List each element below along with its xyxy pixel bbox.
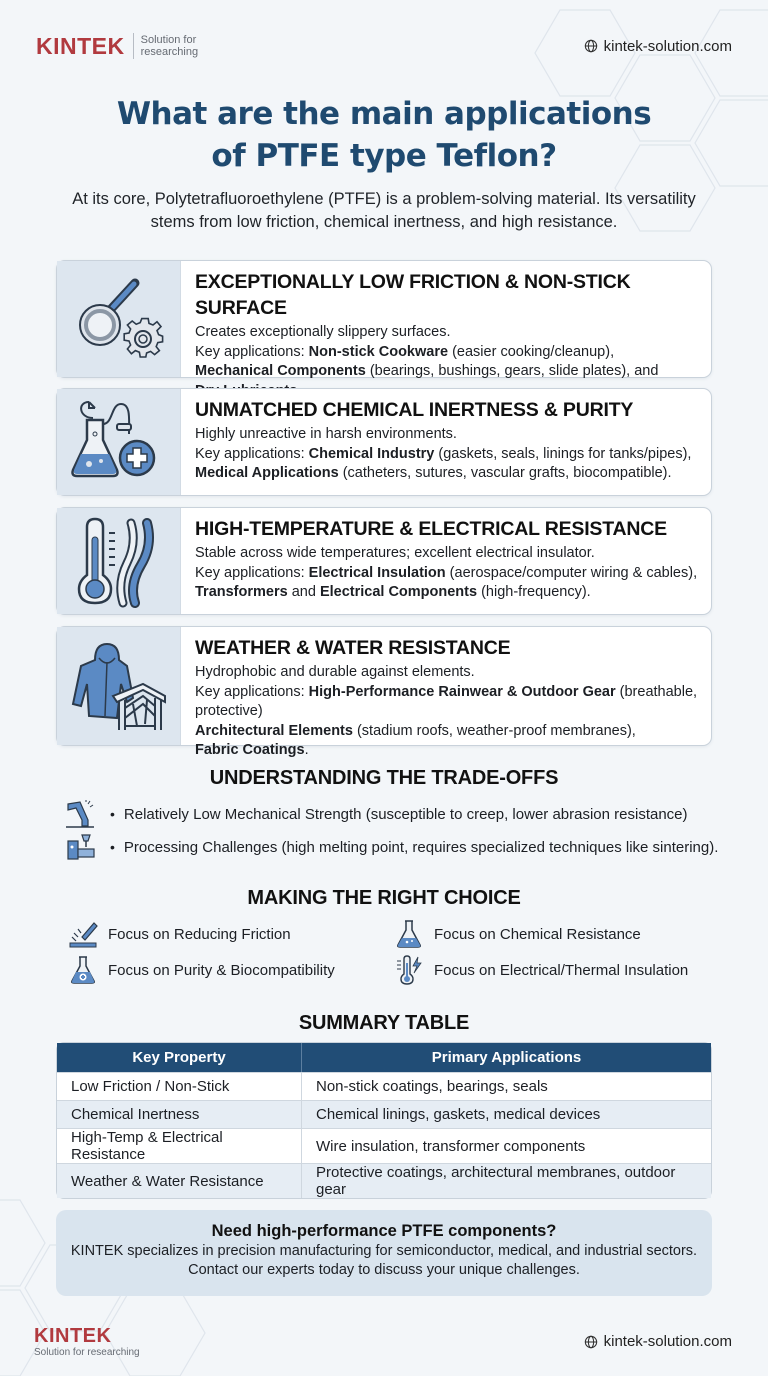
card-title: UNMATCHED CHEMICAL INERTNESS & PURITY [195,399,634,421]
apps-prefix: Key applications: [195,445,309,462]
app-highlight: Electrical Components [319,584,478,600]
card-title: EXCEPTIONALLY LOW FRICTION & NON-STICK SURFACE [195,271,631,319]
choice-item [394,955,688,985]
card-weather-water [56,626,712,758]
app-highlight: Transformers [195,584,288,600]
sliding-surface-icon [68,919,98,949]
card-icon-panel [57,627,181,745]
app-highlight: High-Performance Rainwear & Outdoor Gear [308,683,616,700]
card-summary: Creates exceptionally slippery surfaces. [195,324,451,340]
title-line1: What are the main applications [116,96,652,132]
footer-brand-name: KINTEK [34,1325,112,1347]
globe-icon [584,1335,598,1349]
app-detail: (easier cooking/cleanup), [448,343,615,360]
card-chemical-inertness [56,388,712,496]
choice-text: Focus on Chemical Resistance [434,925,641,943]
app-detail: (breathable, protective) [195,683,698,719]
app-detail: (gaskets, seals, linings for tanks/pipes), [434,445,692,462]
table-cell: Wire insulation, transformer components [302,1128,711,1163]
tradeoffs-heading: UNDERSTANDING THE TRADE-OFFS [209,767,559,789]
bullet: • [110,839,115,855]
card-title: HIGH-TEMPERATURE & ELECTRICAL RESISTANCE [195,518,667,540]
card-summary: Highly unreactive in harsh environments. [195,426,457,442]
cta-line2: Contact our experts today to discuss your unique challenges. [188,1262,580,1278]
card-low-friction [56,260,712,378]
card-body [181,508,705,614]
flask-medical-icon [67,394,171,490]
app-detail: (bearings, bushings, gears, slide plates), and [365,363,659,379]
card-description [195,663,703,761]
apps-prefix: Key applications: [195,683,309,700]
cta-title: Need high-performance PTFE components? [211,1222,557,1240]
card-title: WEATHER & WATER RESISTANCE [195,637,511,659]
brand-tagline-line2: researching [140,46,199,58]
page-title [0,93,768,177]
thermometer-cable-icon [67,513,171,609]
app-detail: (high-frequency). [477,584,591,600]
choice-text: Focus on Purity & Biocompatibility [108,961,335,979]
bullet: • [110,806,115,822]
tradeoff-text: Relatively Low Mechanical Strength (susceptible to creep, lower abrasion resistance) [123,805,688,823]
table-cell: Non-stick coatings, bearings, seals [302,1072,711,1100]
bent-beam-icon [66,800,96,828]
website-link[interactable] [584,38,732,55]
medical-flask-icon [68,955,98,985]
table-row [57,1163,711,1198]
summary-table-heading: SUMMARY TABLE [298,1012,470,1034]
chemical-flask-icon [394,919,424,949]
footer-brand-tagline: Solution for researching [34,1347,140,1358]
card-description [195,544,697,603]
table-header-row [57,1043,711,1072]
header [36,30,732,62]
table-cell: Protective coatings, architectural membranes, outdoor gear [302,1163,711,1198]
footer-brand-logo[interactable] [34,1325,140,1359]
table-row [57,1128,711,1163]
card-icon-panel [57,508,181,614]
tradeoff-text: Processing Challenges (high melting point, requires specialized techniques like sintering). [123,838,719,856]
brand-name: KINTEK [36,32,125,59]
table-cell: Chemical Inertness [57,1100,302,1128]
app-highlight: Electrical Insulation [308,564,446,581]
app-detail: (catheters, sutures, vascular grafts, biocompatible). [338,465,672,481]
card-icon-panel [57,261,181,377]
apps-prefix: Key applications: [195,343,309,360]
choice-text: Focus on Electrical/Thermal Insulation [434,961,689,979]
app-highlight: Non-stick Cookware [308,343,449,360]
rain-jacket-roof-icon [67,638,171,734]
brand-tagline [141,34,198,58]
tradeoff-item [66,800,688,828]
choice-item [68,919,291,949]
tradeoff-item [66,833,718,861]
card-temperature-electrical [56,507,712,615]
choice-heading: MAKING THE RIGHT CHOICE [247,887,521,909]
app-highlight: Chemical Industry [308,445,435,462]
apps-prefix: Key applications: [195,564,309,581]
app-detail: and [287,584,320,600]
intro-line2: stems from low friction, chemical inertness, and high resistance. [150,213,618,231]
thermometer-bolt-icon [394,955,424,985]
table-row [57,1072,711,1100]
frying-pan-gear-icon [67,271,171,367]
globe-icon [584,39,598,53]
column-header: Key Property [57,1043,302,1072]
app-detail: (stadium roofs, weather-proof membranes), [352,722,636,739]
choice-item [394,919,641,949]
title-line2: of PTFE type Teflon? [211,138,557,174]
app-detail: (aerospace/computer wiring & cables), [445,564,698,581]
table-cell: High-Temp & Electrical Resistance [57,1128,302,1163]
summary-table [56,1042,712,1199]
cta-text [56,1242,712,1280]
table-row [57,1100,711,1128]
app-highlight: Fabric Coatings [195,742,305,758]
footer-website-text: kintek-solution.com [603,1333,732,1350]
intro-paragraph [40,188,728,234]
brand-divider [133,33,134,59]
app-highlight: Architectural Elements [195,722,353,739]
table-cell: Chemical linings, gaskets, medical devices [302,1100,711,1128]
app-highlight: Medical Applications [195,465,339,481]
card-body [181,389,699,495]
table-cell: Weather & Water Resistance [57,1163,302,1198]
choice-text: Focus on Reducing Friction [108,925,291,943]
processing-machine-icon [66,833,96,861]
intro-line1: At its core, Polytetrafluoroethylene (PTFE) is a problem-solving material. Its versatility [72,190,696,208]
brand-tagline-line1: Solution for [140,34,197,46]
card-body [181,627,711,758]
brand-logo[interactable] [36,33,198,60]
app-highlight: Mechanical Components [195,363,366,379]
app-detail: . [304,742,309,758]
card-icon-panel [57,389,181,495]
card-body [181,261,711,377]
card-description [195,425,691,484]
cta-line1: KINTEK specializes in precision manufacturing for semiconductor, medical, and industrial sectors. [70,1243,698,1259]
contact-cta-box[interactable] [56,1210,712,1296]
card-summary: Stable across wide temperatures; excellent electrical insulator. [195,545,595,561]
footer-website-link[interactable] [584,1333,732,1350]
column-header: Primary Applications [302,1043,711,1072]
choice-item [68,955,335,985]
website-text: kintek-solution.com [603,37,732,55]
table-cell: Low Friction / Non-Stick [57,1072,302,1100]
card-summary: Hydrophobic and durable against elements. [195,664,475,680]
